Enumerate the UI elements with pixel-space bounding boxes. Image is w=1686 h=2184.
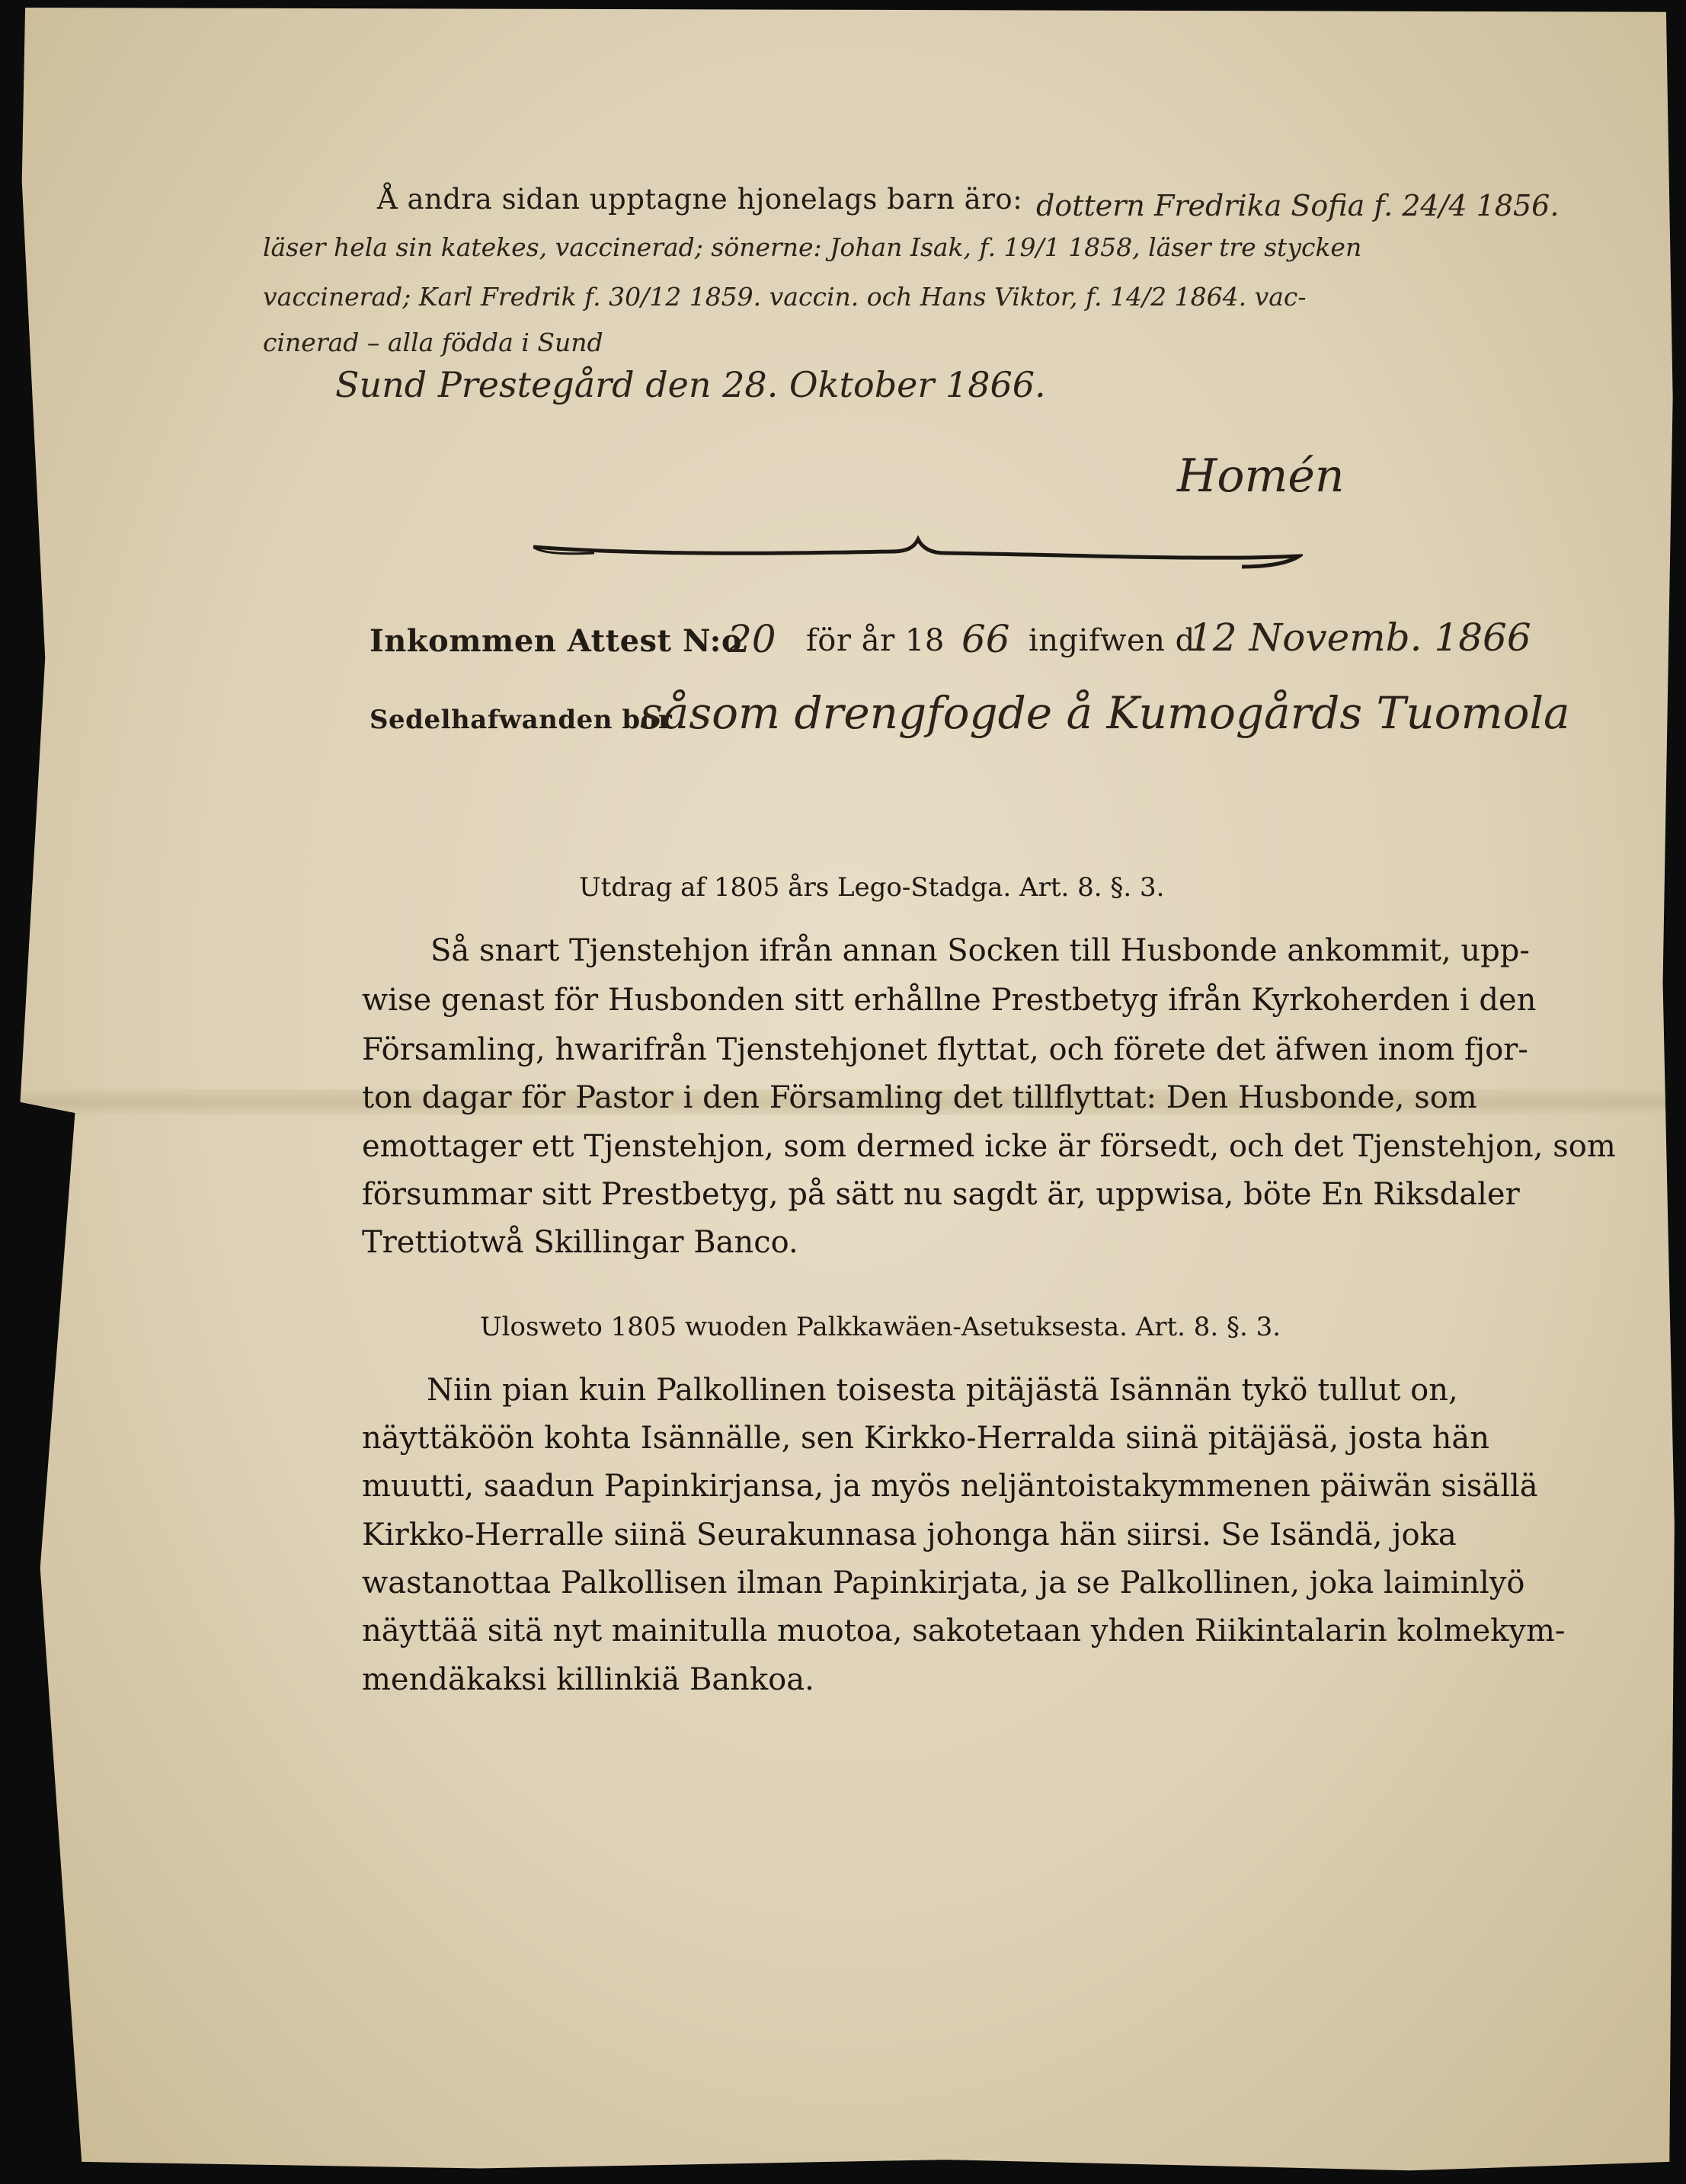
finnish-line-7: mendäkaksi killinkiä Bankoa. (362, 1662, 814, 1697)
handwritten-line-3: vaccinerad; Karl Fredrik f. 30/12 1859. vaccin. och Hans Viktor, f. 14/2 1864. vac- (263, 282, 1307, 312)
finnish-line-2: näyttäköön kohta Isännälle, sen Kirkko-Herralda siinä pitäjäsä, josta hän (362, 1421, 1490, 1456)
resident-value: såsom drengfogde å Kumogårds Tuomola (640, 687, 1570, 739)
finnish-line-4: Kirkko-Herralle siinä Seurakunnasa johonga hän siirsi. Se Isändä, joka (362, 1517, 1457, 1552)
attest-label: Inkommen Attest N:o (370, 623, 743, 659)
finnish-line-1: Niin pian kuin Palkollinen toisesta pitäjästä Isännän tykö tullut on, (427, 1373, 1458, 1408)
finnish-line-5: wastanottaa Palkollisen ilman Papinkirjata, ja se Palkollinen, joka laiminlyö (362, 1565, 1525, 1600)
swedish-line-5: emottager ett Tjenstehjon, som dermed icke är försedt, och det Tjenstehjon, som (362, 1129, 1616, 1164)
swedish-line-6: försummar sitt Prestbetyg, på sätt nu sagdt är, uppwisa, böte En Riksdaler (362, 1177, 1520, 1212)
signature: Homén (1177, 449, 1345, 503)
resident-label: Sedelhafwanden bor (370, 705, 673, 735)
swedish-line-2: wise genast för Husbonden sitt erhållne Prestbetyg ifrån Kyrkoherden i den (362, 983, 1537, 1018)
swedish-line-1: Så snart Tjenstehjon ifrån annan Socken till Husbonde ankommit, upp- (430, 933, 1530, 968)
swedish-line-7: Trettiotwå Skillingar Banco. (362, 1225, 798, 1260)
swedish-line-3: Församling, hwarifrån Tjenstehjonet flyttat, och förete det äfwen inom fjor- (362, 1032, 1528, 1067)
attest-number: 20 (728, 617, 776, 661)
handwritten-line-1: dottern Fredrika Sofia f. 24/4 1856. (1036, 189, 1560, 222)
swedish-line-4: ton dagar för Pastor i den Församling det tillflyttat: Den Husbonde, som (362, 1080, 1477, 1115)
date-label: ingifwen d. (1029, 623, 1205, 658)
finnish-heading: Ulosweto 1805 wuoden Palkkawäen-Asetuksesta. Art. 8. §. 3. (480, 1312, 1281, 1342)
year-suffix: 66 (961, 617, 1010, 661)
ornamental-divider (533, 533, 1303, 579)
submitted-date: 12 Novemb. 1866 (1189, 616, 1531, 660)
finnish-line-3: muutti, saadun Papinkirjansa, ja myös neljäntoistakymmenen päiwän sisällä (362, 1469, 1538, 1504)
handwritten-line-2: läser hela sin katekes, vaccinerad; sönerne: Johan Isak, f. 19/1 1858, läser tre stycken (263, 232, 1362, 262)
year-label: för år 18 (806, 623, 945, 658)
handwritten-place-date: Sund Prestegård den 28. Oktober 1866. (335, 364, 1046, 405)
swedish-heading: Utdrag af 1805 års Lego-Stadga. Art. 8. §. 3. (579, 872, 1165, 903)
printed-intro: Å andra sidan upptagne hjonelags barn äro: (377, 183, 1023, 216)
finnish-line-6: näyttää sitä nyt mainitulla muotoa, sakotetaan yhden Riikintalarin kolmekym- (362, 1613, 1566, 1648)
handwritten-line-4: cinerad – alla födda i Sund (263, 328, 603, 357)
